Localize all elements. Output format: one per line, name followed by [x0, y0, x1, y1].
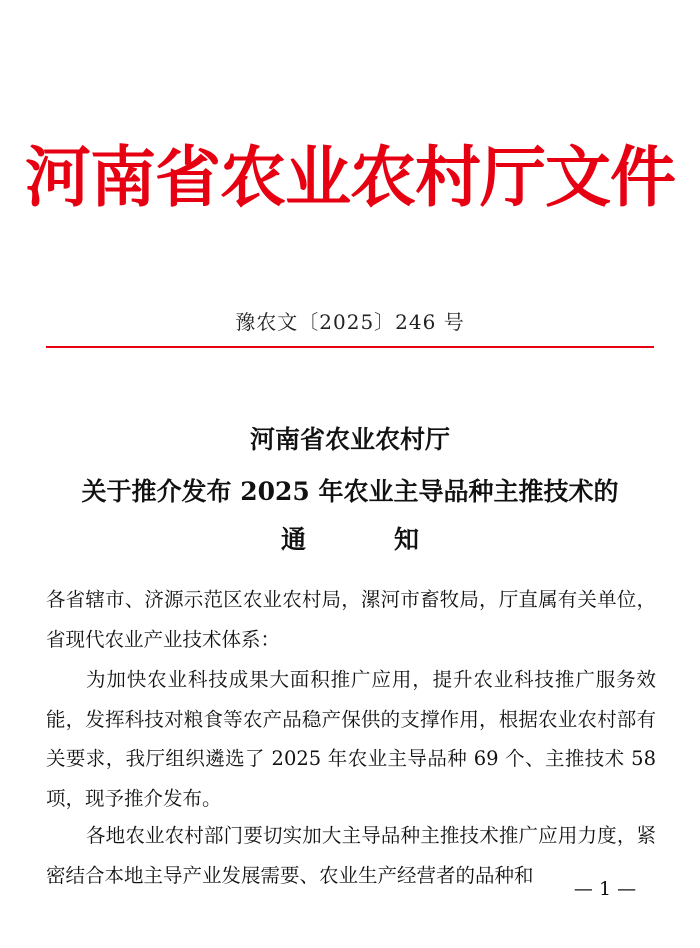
document-number: 豫农文〔2025〕246 号	[235, 310, 465, 334]
document-masthead: 河南省农业农村厅文件	[25, 138, 675, 216]
salutation-paragraph: 各省辖市、济源示范区农业农村局，漯河市畜牧局，厅直属有关单位，省现代农业产业技术体系：	[46, 588, 656, 651]
title-line-1: 河南省农业农村厅	[249, 425, 450, 454]
title-line-2: 关于推介发布 2025 年农业主导品种主推技术的	[81, 477, 619, 506]
title-line-3	[0, 520, 700, 556]
title-notice-char-2: 知	[394, 525, 420, 554]
page-number: — 1 —	[573, 878, 637, 900]
title-notice-char-1: 通	[280, 525, 306, 554]
red-divider-line	[46, 346, 654, 348]
body-paragraph-1: 为加快农业科技成果大面积推广应用，提升农业科技推广服务效能，发挥科技对粮食等农产品稳产保供的支撑作用，根据农业农村部有关要求，我厅组织遴选了 2025 年农业主导品种 69 个、主推技术 58 项，现予推介发布。	[46, 668, 656, 810]
body-paragraph-2: 各地农业农村部门要切实加大主导品种主推技术推广应用力度，紧密结合本地主导产业发展需要、农业生产经营者的品种和	[46, 824, 656, 887]
